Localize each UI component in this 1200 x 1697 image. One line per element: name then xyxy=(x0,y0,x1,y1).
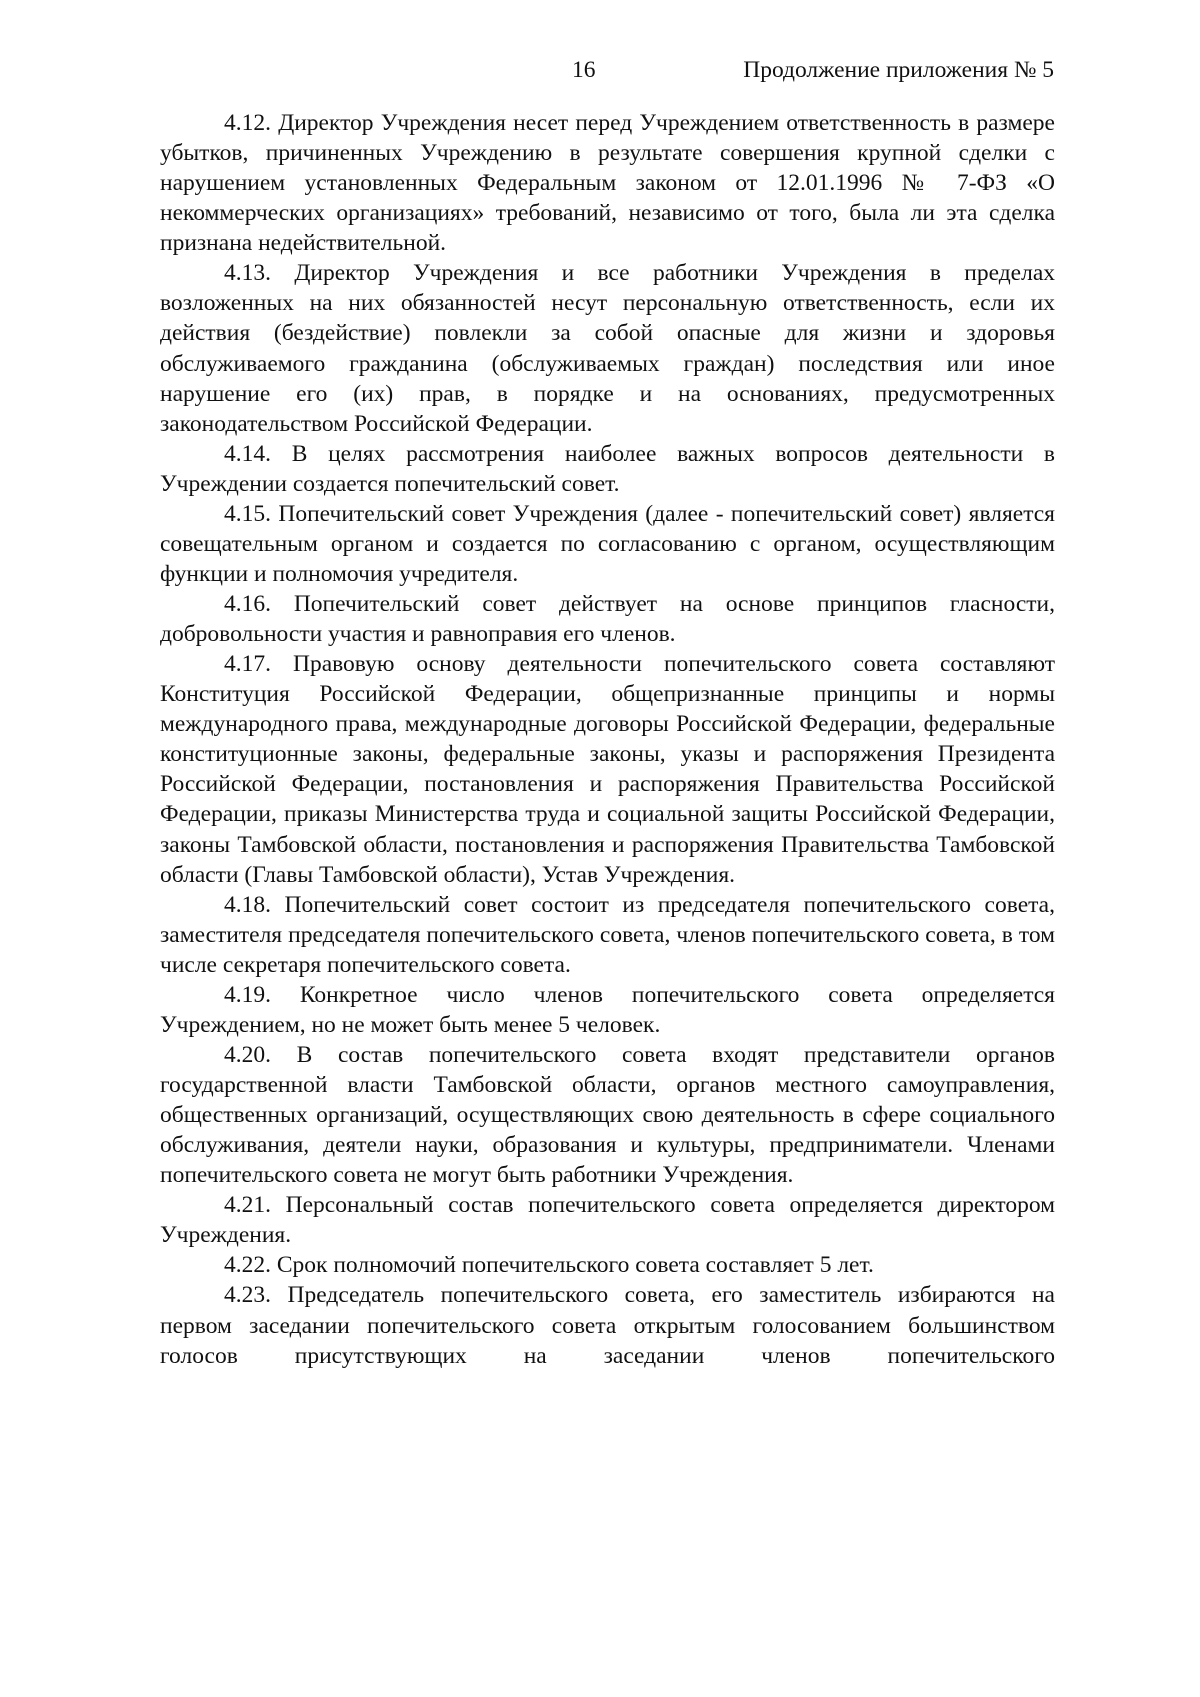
paragraph-4-21: 4.21. Персональный состав попечительского совета определяется директором Учреждения. xyxy=(160,1192,1055,1249)
paragraph-4-23: 4.23. Председатель попечительского совета, его заместитель избираются на первом заседании попечительского совета открытым голосованием большинством голосов присутствующих на заседании членов попечительского xyxy=(160,1282,1055,1369)
page-header xyxy=(0,54,1100,86)
paragraph-4-20: 4.20. В состав попечительского совета входят представители органов государственной власти Тамбовской области, органов местного самоуправления, общественных организаций, осуществляющих свою деятельность в сфере социального обслуживания, деятели науки, образования и культуры, предприниматели. Членами попечительского совета не могут быть работники Учреждения. xyxy=(160,1041,1055,1189)
document-body xyxy=(160,108,1055,1371)
paragraph-4-18: 4.18. Попечительский совет состоит из председателя попечительского совета, заместителя председателя попечительского совета, членов попечительского совета, в том числе секретаря попечительского совета. xyxy=(160,891,1055,978)
paragraph-4-14: 4.14. В целях рассмотрения наиболее важных вопросов деятельности в Учреждении создается попечительский совет. xyxy=(160,440,1055,497)
paragraph-4-22: 4.22. Срок полномочий попечительского совета составляет 5 лет. xyxy=(224,1252,874,1279)
paragraph-4-12: 4.12. Директор Учреждения несет перед Учреждением ответственность в размере убытков, причиненных Учреждению в результате совершения крупной сделки с нарушением установленных Федеральным законом от 12.01.1996 № 7-ФЗ «О некоммерческих организациях» требований, независимо от того, была ли эта сделка признана недействительной. xyxy=(160,110,1055,257)
appendix-continuation-label: Продолжение приложения № 5 xyxy=(743,57,1054,83)
paragraph-4-13: 4.13. Директор Учреждения и все работники Учреждения в пределах возложенных на них обязанностей несут персональную ответственность, если их действия (бездействие) повлекли за собой опасные для жизни и здоровья обслуживаемого гражданина (обслуживаемых граждан) последствия или иное нарушение его (их) прав, в порядке и на основаниях, предусмотренных законодательством Российской Федерации. xyxy=(160,260,1055,437)
paragraph-4-19: 4.19. Конкретное число членов попечительского совета определяется Учреждением, но не может быть менее 5 человек. xyxy=(160,981,1055,1038)
page-number: 16 xyxy=(572,57,596,83)
paragraph-4-17: 4.17. Правовую основу деятельности попечительского совета составляют Конституция Российской Федерации, общепризнанные принципы и нормы международного права, международные договоры Российской Федерации, федеральные конституционные законы, федеральные законы, указы и распоряжения Президента Российской Федерации, постановления и распоряжения Правительства Российской Федерации, приказы Министерства труда и социальной защиты Российской Федерации, законы Тамбовской области, постановления и распоряжения Правительства Тамбовской области (Главы Тамбовской области), Устав Учреждения. xyxy=(160,651,1055,888)
paragraph-4-16: 4.16. Попечительский совет действует на основе принципов гласности, добровольности участия и равноправия его членов. xyxy=(160,591,1055,648)
paragraph-4-15: 4.15. Попечительский совет Учреждения (далее - попечительский совет) является совещательным органом и создается по согласованию с органом, осуществляющим функции и полномочия учредителя. xyxy=(160,500,1055,587)
